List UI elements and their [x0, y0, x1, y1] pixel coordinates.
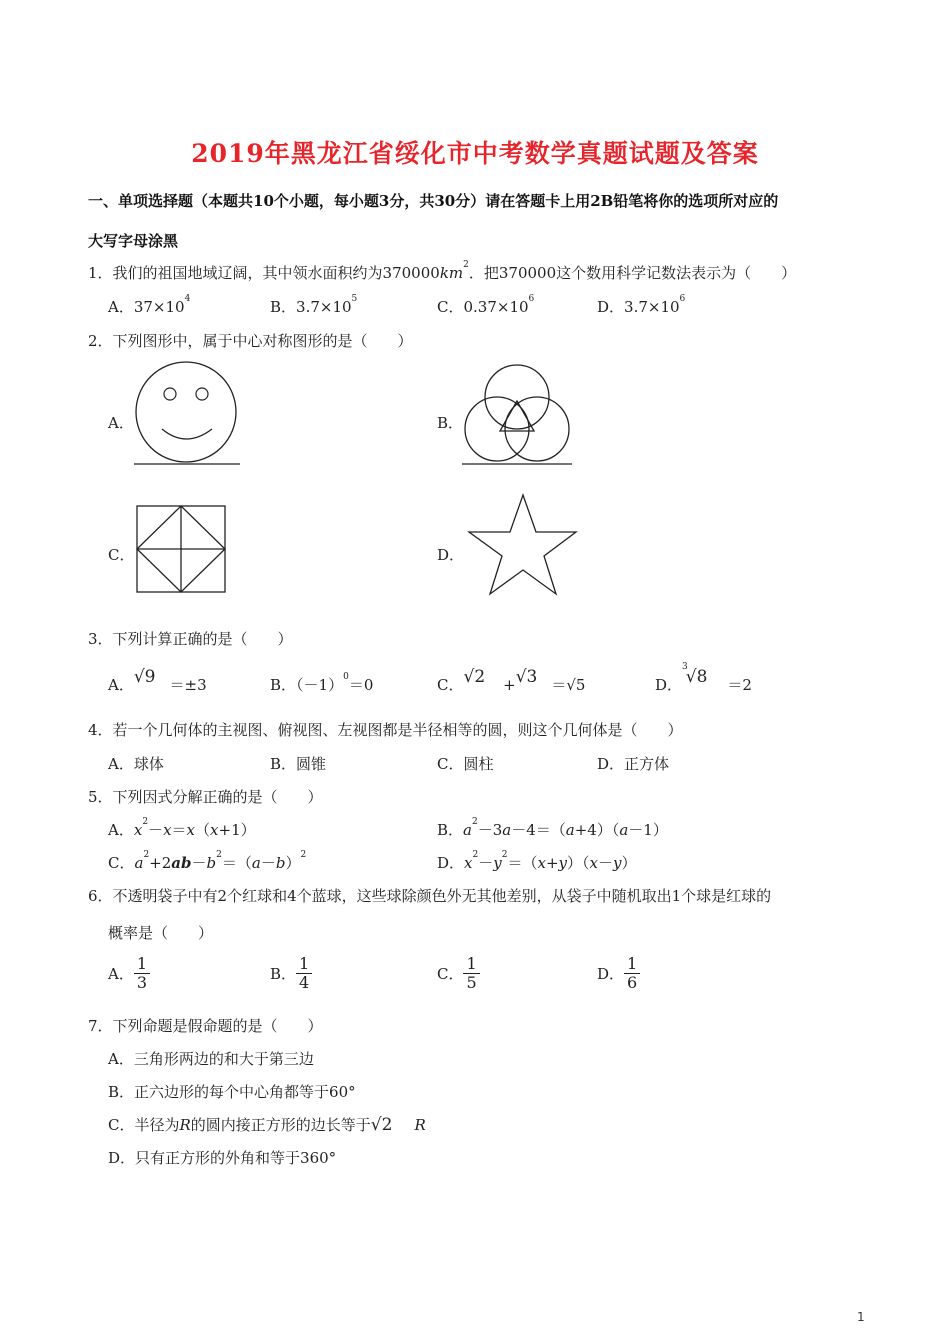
q6-option-a: A． $\frac{1}{3}$: [108, 955, 150, 992]
q5-option-c: C．$a^2+2ab-b^2=(a-b)^2$: [108, 850, 307, 872]
q2-label-b: B．: [437, 414, 464, 432]
smiley-face-figure: [130, 357, 245, 467]
q3-option-a: A．√9 ＝±3: [108, 667, 207, 694]
question-4-stem: 4．若一个几何体的主视图、俯视图、左视图都是半径相等的圆，则这个几何体是（ ）: [88, 721, 683, 739]
q1-stem-a: 1．我们的祖国地域辽阔，其中领水面积约为370000: [88, 264, 440, 282]
q6-option-d: D． $\frac{1}{6}$: [597, 955, 640, 992]
q7-option-d: D．只有正方形的外角和等于360°: [108, 1149, 337, 1167]
q3-option-b: B．$(-1)^0=0$: [270, 672, 374, 694]
q6-option-b: B． $\frac{1}{4}$: [270, 955, 312, 992]
q1-option-b: B．$3.7\times 10^5$: [270, 294, 358, 316]
question-6-stem-line1: 6．不透明袋子中有2个红球和4个蓝球，这些球除颜色外无其他差别，从袋子中随机取出1个球是红球的: [88, 887, 772, 905]
q3-option-d: D．$^3$√8 ＝2: [655, 662, 752, 694]
three-circles-figure: [462, 357, 577, 467]
q5-option-b: B．$a^2-3a-4=(a+4)(a-1)$: [437, 817, 668, 839]
section-heading-line2: 大写字母涂黑: [88, 232, 179, 250]
q5-option-a: A．$x^2-x=x(x+1)$: [108, 817, 256, 839]
q4-option-d: D．正方体: [597, 755, 670, 773]
q3-option-c: C．√2 +√3 ＝√5: [437, 667, 586, 694]
page-number: 1: [857, 1310, 865, 1324]
question-1-stem: [88, 262, 796, 283]
q4-option-a: A．球体: [108, 755, 164, 773]
page-title: 2019年黑龙江省绥化市中考数学真题试题及答案: [191, 139, 759, 168]
q4-option-c: C．圆柱: [437, 755, 494, 773]
q1-stem-b: ．把370000这个数用科学记数法表示为（ ）: [468, 264, 797, 282]
q1-unit: km: [439, 264, 464, 282]
q1-unit-exp: 2: [463, 260, 469, 270]
q1-option-d: D．$3.7\times 10^6$: [597, 294, 686, 316]
q2-label-c: C．: [108, 546, 135, 564]
q7-option-a: A．三角形两边的和大于第三边: [108, 1050, 314, 1068]
q7-option-c: C．半径为R的圆内接正方形的边长等于√2 R: [108, 1115, 426, 1135]
question-3-stem: 3．下列计算正确的是（ ）: [88, 630, 293, 648]
q2-label-d: D．: [437, 546, 465, 564]
q1-option-c: C．$0.37\times 10^6$: [437, 294, 535, 316]
star-figure: [466, 493, 581, 598]
question-2-stem: 2．下列图形中，属于中心对称图形的是（ ）: [88, 332, 413, 350]
q5-option-d: D．$x^2-y^2=(x+y)(x-y)$: [437, 850, 637, 872]
question-5-stem: 5．下列因式分解正确的是（ ）: [88, 788, 323, 806]
q6-option-c: C． $\frac{1}{5}$: [437, 955, 480, 992]
question-6-stem-line2: 概率是（ ）: [108, 924, 214, 942]
q4-option-b: B．圆锥: [270, 755, 327, 773]
section-heading-line1: 一、单项选择题（本题共10个小题，每小题3分，共30分）请在答题卡上用2B铅笔将你的选项所对应的: [88, 192, 779, 210]
question-7-stem: 7．下列命题是假命题的是（ ）: [88, 1017, 323, 1035]
q1-option-a: A．$37\times 10^4$: [108, 294, 191, 316]
q2-label-a: A．: [108, 414, 134, 432]
square-diamond-figure: [136, 505, 231, 595]
q7-option-b: B．正六边形的每个中心角都等于60°: [108, 1083, 356, 1101]
